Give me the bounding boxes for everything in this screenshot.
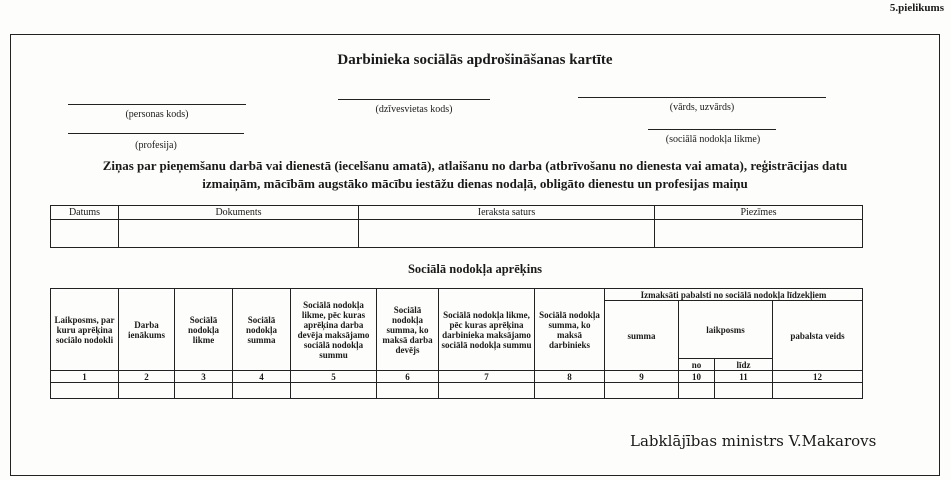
table-row [51,220,863,248]
personal-code-label: (personas kods) [125,109,189,120]
col-number: 2 [119,371,175,383]
col-entry-content: Ieraksta saturs [359,206,655,220]
name-surname-label: (vārds, uzvārds) [669,102,735,113]
social-tax-rate-line [648,129,776,130]
annex-label: 5.pielikums [889,2,944,14]
col-number: 3 [175,371,233,383]
col-5-employer-rate: Sociālā nodokļa likme, pēc kuras aprēķina darba devēja maksājamo sociālā nodokļa summu [291,289,377,371]
info-heading [50,157,900,193]
col-number: 8 [535,371,605,383]
form-title: Darbinieka sociālās apdrošināšanas kartīte [337,52,613,68]
info-line-1: Ziņas par pieņemšanu darbā vai dienestā (iecelšanu amatā), atlaišanu no darba (atbrīvošanu no dienesta vai amata), reģistrācijas datu [102,158,848,173]
info-line-2: izmaiņām, mācībām augstāko mācību iestāžu dienas nodaļā, obligāto dienestu un profesijas maiņu [202,176,748,191]
tax-calculation-table [50,288,863,399]
col-number: 10 [679,371,715,383]
col-7-employee-rate: Sociālā nodokļa likme, pēc kuras aprēķina darbinieka maksājamo sociālā nodokļa summu [439,289,535,371]
col-number: 5 [291,371,377,383]
residence-code-line [338,99,490,100]
signature: Labklājības ministrs V.Makarovs [630,432,877,450]
col-number: 7 [439,371,535,383]
table-row [51,383,863,399]
residence-code-label: (dzīvesvietas kods) [375,104,453,115]
col-number: 4 [233,371,291,383]
col-number: 9 [605,371,679,383]
benefits-group-header: Izmaksāti pabalsti no sociālā nodokļa līdzekļiem [605,289,863,301]
col-9-benefit-amount: summa [605,301,679,371]
profession-line [68,133,244,134]
col-document: Dokuments [119,206,359,220]
col-date: Datums [51,206,119,220]
col-8-employee-sum: Sociālā nodokļa summa, ko maksā darbinieks [535,289,605,371]
col-10-from: no [679,359,715,371]
records-table [50,205,863,248]
form-frame [10,34,940,476]
profession-label: (profesija) [135,140,177,151]
col-3-rate: Sociālā nodokļa likme [175,289,233,371]
col-number: 6 [377,371,439,383]
col-1-period: Laikposms, par kuru aprēķina sociālo nodokli [51,289,119,371]
name-surname-line [578,97,826,98]
section-title: Sociālā nodokļa aprēķins [407,262,543,276]
col-number: 11 [715,371,773,383]
personal-code-line [68,104,246,105]
col-6-employer-sum: Sociālā nodokļa summa, ko maksā darba devējs [377,289,439,371]
col-4-sum: Sociālā nodokļa summa [233,289,291,371]
col-11-to: līdz [715,359,773,371]
col-notes: Piezīmes [655,206,863,220]
social-tax-rate-label: (sociālā nodokļa likme) [665,134,761,145]
column-number-row [51,371,863,383]
col-2-income: Darba ienākums [119,289,175,371]
col-12-benefit-type: pabalsta veids [773,301,863,371]
col-number: 12 [773,371,863,383]
col-number: 1 [51,371,119,383]
benefit-period-header: laikposms [679,301,773,359]
